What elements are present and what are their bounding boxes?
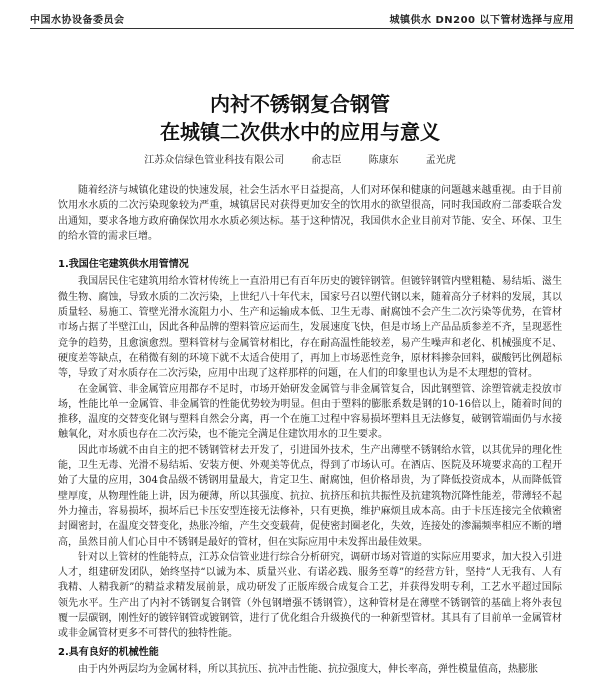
running-header-right: 城镇供水 DN200 以下管材选择与应用 <box>389 14 574 26</box>
author-name: 俞志臣 <box>311 155 342 166</box>
body-paragraph: 针对以上管材的性能特点，江苏众信管业进行综合分析研究，调研市场对管道的实际应用要求，加大投入引进人才，组建研发团队，始终坚持“以诚为本、质量兴业、有诺必践、服务至尊”的经营方针，坚持“人无我有、人有我精、人精我新”的精益求精发展前景，成功研发了正版库级合成复合工艺，并获得发明专利，工艺水平超过国际领先水平。生产出了内衬不锈钢复合钢管（外包钢增强不锈钢管），这种管材是在薄壁不锈钢管的基础上将外表包覆一层碳钢，刚性好的镀锌钢管或镀钢管，进行了优化组合升级换代的一种新型管材。其具有了目前单一金属管材或非金属管材更多不可替代的独特性能。 <box>58 551 562 640</box>
title-line-1: 内衬不锈钢复合钢管 <box>210 92 390 116</box>
abstract-paragraph: 随着经济与城镇化建设的快速发展，社会生活水平日益提高，人们对环保和健康的问题越来越重视。由于目前饮用水水质的二次污染现象较为严重，城镇居民对获得更加安全的饮用水的欲望很高，同时我国政府二部委联合发出通知，要求各地方政府确保饮用水水质必须达标。基于这种情况，我国供水企业目前对节能、安全、环保、卫生的给水管的需求巨增。 <box>58 185 562 242</box>
author-name: 孟光虎 <box>425 155 456 166</box>
body-paragraph: 我国居民住宅建筑用给水管材传统上一直沿用已有百年历史的镀锌钢管。但镀锌钢管内壁粗糙、易结垢、滋生微生物、腐蚀，导致水质的二次污染，上世纪八十年代末，国家号召以塑代钢以来，随着高分子材料的发展，其以质量轻、易施工、管壁光滑水流阻力小、生产和运输成本低、卫生无毒、耐腐蚀不会产生二次污染等优势，在管材市场占据了半壁江山，因此各种品牌的塑料管应运而生，发展速度飞快，但是市场上产品品质参差不齐，呈现恶性竞争的趋势，且愈演愈烈。塑料管材与金属管材相比，存在耐高温性能较差，易产生噪声和老化、机械强度不足、硬度差等缺点，在稍微有刻的环境下就不太适合使用了，再加上市场恶性竞争，原材料掺杂回料，碳酸钙比例超标等，导致了对水质存在二次污染，应用中出现了这样那样的问题，在人们的印象里也认为是不太理想的管材。 <box>58 276 562 380</box>
title-line-2: 在城镇二次供水中的应用与意义 <box>160 120 440 144</box>
body-paragraph: 由于内外两层均为金属材料，所以其抗压、抗冲击性能、抗拉强度大，伸长率高，弹性模量值高，热膨胀 <box>78 663 538 675</box>
running-header <box>30 8 574 29</box>
section-heading: 1.我国住宅建筑供水用管情况 <box>58 259 189 271</box>
running-header-left: 中国水协设备委员会 <box>30 14 125 26</box>
author-line <box>0 151 600 166</box>
section-heading: 2.具有良好的机械性能 <box>58 646 159 658</box>
article-title <box>0 90 600 146</box>
body-paragraph: 在金属管、非金属管应用都存不足时，市场开始研发金属管与非金属管复合，因此钢塑管、涂塑管就走投放市场，性能比单一金属管、非金属管的性能优势较为明显。但由于塑料的膨胀系数是钢的10-16倍以上，随着时间的推移，温度的交替变化钢与塑料自然会分离，再一个在施工过程中容易损坏塑料且无法修复，破钢管端面仍与水接触氧化，对水质也存在二次污染，也不能完全满足住建饮用水的卫生要求。 <box>58 383 562 441</box>
author-name: 陈康东 <box>368 155 399 166</box>
body-paragraph: 因此市场就不由自主的把不锈钢管材去开发了，引进国外技术，生产出薄壁不锈钢给水管，以其优异的理化性能，卫生无毒、光滑不易结垢、安装方便、外观美等优点，得到了市场认可。在酒店、医院及环境要求高的工程开始了大量的应用，304食品级不锈钢用量最大，肯定卫生、耐腐蚀，但价格昂贵，为了降低投资成本，从而降低管壁厚度，从物理性能上讲，因为硬薄，所以其强度、抗拉、抗挤压和抗共振性及抗建筑物沉降性能差，带薄轻不起外力撞击，容易损坏，损坏后已卡压安型连接无法修补，只有更换，维护麻烦且成本高。由于卡压连接完全依赖密封圈密封，在温度交替变化，热胀冷缩，产生交变载荷，促使密封圈老化，失效，连接处的渗漏频率相应不断的增高，虽然目前人们心目中不锈钢是最好的管材，但在实际应用中未发挥出最佳效果。 <box>58 444 562 548</box>
article-body <box>58 183 562 677</box>
author-affiliation: 江苏众信绿色管业科技有限公司 <box>144 155 285 166</box>
